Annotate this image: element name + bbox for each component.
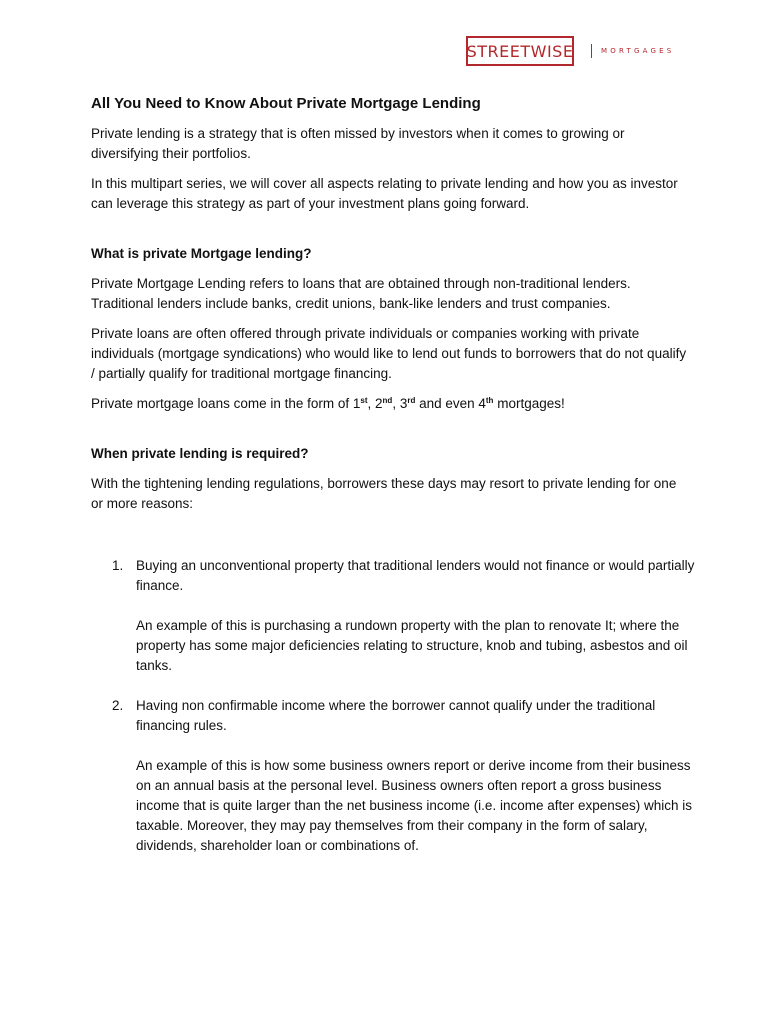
section-heading-when-required: When private lending is required?	[91, 446, 309, 461]
superscript-th: th	[485, 396, 494, 405]
text-run: mortgages!	[493, 396, 565, 411]
logo-subtitle: MORTGAGES	[601, 47, 675, 55]
list-number: 1.	[112, 558, 124, 573]
section-2-paragraph-1: With the tightening lending regulations, borrowers these days may resort to private lending for one or more reasons:	[91, 476, 677, 511]
document-body	[91, 94, 695, 856]
list-item	[91, 696, 696, 856]
document-title: All You Need to Know About Private Mortgage Lending	[91, 95, 481, 112]
text-run: and even 4	[415, 396, 486, 411]
intro-paragraph-2: In this multipart series, we will cover all aspects relating to private lending and how you as investor can leverage this strategy as part of your investment plans going forward.	[91, 176, 678, 211]
superscript-st: st	[360, 396, 368, 405]
superscript-nd: nd	[382, 396, 393, 405]
text-run: , 3	[392, 396, 408, 411]
logo-brand: STREETWISE	[466, 36, 574, 66]
list-item-example: An example of this is how some business owners report or derive income from their business on an annual basis at the personal level. Business owners often report a gross business income that is quite larger than the net business income (i.e. income after expenses) which is taxable. Moreover, they may pay themselves from their company in the form of salary, dividends, shareholder loan or combinations of.	[136, 758, 693, 853]
section-1-paragraph-3	[91, 394, 691, 414]
section-1-paragraph-2: Private loans are often offered through private individuals or companies working with private individuals (mortgage syndications) who would like to lend out funds to borrowers that do not qualify / partially qualify for traditional mortgage financing.	[91, 326, 687, 381]
text-run: , 2	[367, 396, 383, 411]
list-item	[91, 556, 696, 676]
streetwise-logo	[466, 36, 674, 66]
list-item-text: Buying an unconventional property that traditional lenders would not finance or would partially finance.	[136, 558, 695, 593]
text-run: Private mortgage loans come in the form of 1	[91, 396, 361, 411]
list-item-text: Having non confirmable income where the borrower cannot qualify under the traditional financing rules.	[136, 698, 656, 733]
section-1-paragraph-1: Private Mortgage Lending refers to loans that are obtained through non-traditional lenders. Traditional lenders include banks, credit unions, bank-like lenders and trust companies.	[91, 276, 631, 311]
list-number: 2.	[112, 698, 124, 713]
superscript-rd: rd	[407, 396, 416, 405]
logo-divider	[591, 44, 592, 58]
intro-paragraph-1: Private lending is a strategy that is often missed by investors when it comes to growing or diversifying their portfolios.	[91, 126, 625, 161]
reasons-list	[91, 556, 695, 856]
section-heading-what-is: What is private Mortgage lending?	[91, 246, 312, 261]
list-item-example: An example of this is purchasing a rundown property with the plan to renovate It; where the property has some major deficiencies relating to structure, knob and tubing, asbestos and oil tanks.	[136, 618, 688, 673]
